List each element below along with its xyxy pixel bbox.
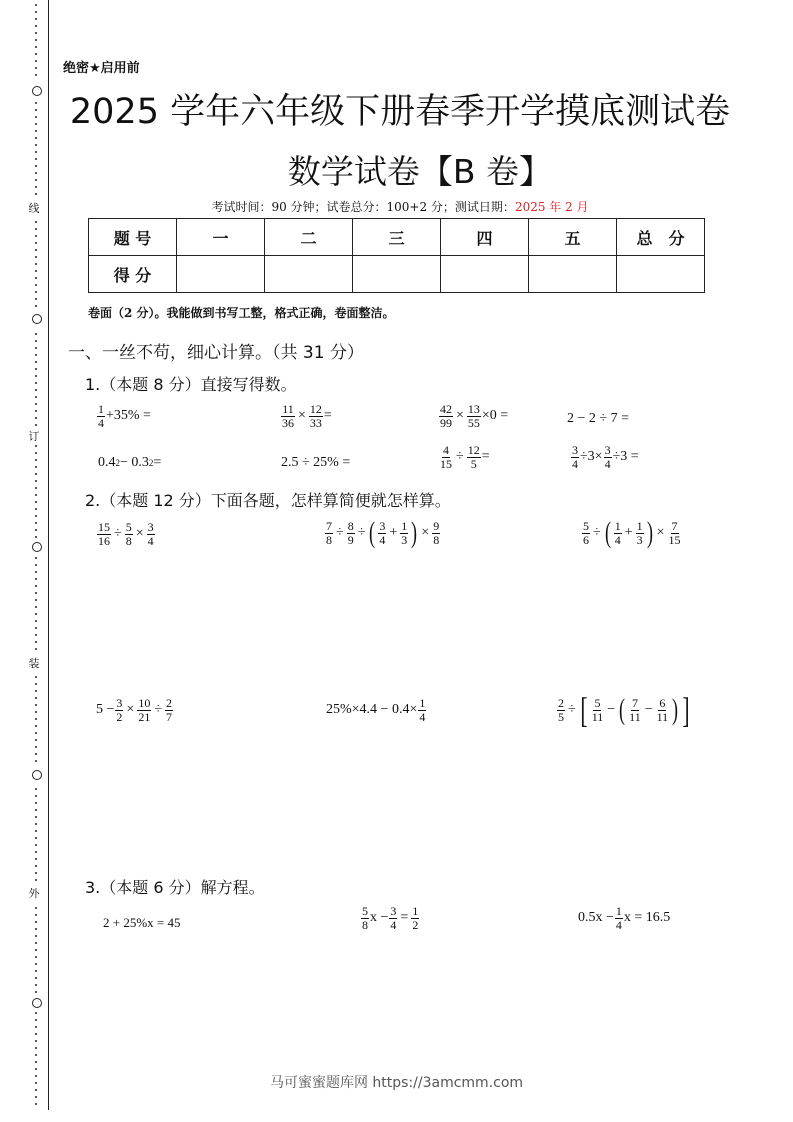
binding-dot: [35, 634, 37, 636]
binding-dot: [35, 508, 37, 510]
q1-item-g: $\frac{4}{15}$ ÷ $\frac{12}{5}$ =: [440, 443, 490, 471]
binding-dot: [35, 172, 37, 174]
score-cell-3: 三: [353, 219, 441, 256]
binding-dot: [35, 501, 37, 503]
binding-dot: [35, 809, 37, 811]
binding-dot: [35, 1047, 37, 1049]
binding-dot: [35, 298, 37, 300]
binding-dot: [35, 732, 37, 734]
binding-dot: [35, 564, 37, 566]
binding-dot: [35, 522, 37, 524]
binding-dot: [35, 844, 37, 846]
binding-dot: [35, 487, 37, 489]
binding-dot: [35, 823, 37, 825]
binding-dot: [35, 102, 37, 104]
q2-item-c: $\frac{5}{6}$ ÷ ( $\frac{1}{4}$ + $\frac{1}{3}$ ) × $\frac{7}{15}$: [583, 516, 681, 549]
q2-item-a: $\frac{15}{16}$ ÷ $\frac{5}{8}$ × $\frac{3}{4}$: [98, 520, 154, 548]
binding-dot: [35, 788, 37, 790]
binding-dot: [35, 1096, 37, 1098]
binding-dot: [35, 1026, 37, 1028]
q2-item-b: $\frac{7}{8}$ ÷ $\frac{8}{9}$ ÷ ( $\frac{3}{4}$ + $\frac{1}{3}$ ) × $\frac{9}{8}$: [326, 516, 440, 549]
binding-dot: [35, 802, 37, 804]
binding-dot: [35, 1012, 37, 1014]
footer-watermark: 马可蜜蜜题库网 https://3amcmm.com: [269, 1075, 524, 1091]
binding-dot: [35, 571, 37, 573]
binding-dot: [35, 963, 37, 965]
binding-dot: [35, 599, 37, 601]
binding-dot: [35, 466, 37, 468]
binding-dot: [35, 249, 37, 251]
binding-dot: [35, 641, 37, 643]
score-cell-2: 二: [265, 219, 353, 256]
q1-item-b: $\frac{11}{36}$ × $\frac{12}{33}$ =: [282, 402, 332, 430]
binding-dot: [35, 158, 37, 160]
binding-dot: [35, 725, 37, 727]
binding-dot: [35, 557, 37, 559]
binding-dot: [35, 494, 37, 496]
binding-dot: [35, 991, 37, 993]
q3-title: 3.（本题 6 分）解方程。: [85, 878, 265, 897]
binding-dot: [35, 123, 37, 125]
binding-dot: [35, 277, 37, 279]
binding-circle: [32, 770, 42, 780]
binding-dot: [35, 46, 37, 48]
binding-dot: [35, 795, 37, 797]
score-entry-total[interactable]: [617, 256, 705, 293]
binding-dot: [35, 130, 37, 132]
binding-dot: [35, 60, 37, 62]
binding-dot: [35, 396, 37, 398]
binding-dot: [35, 676, 37, 678]
score-entry-3[interactable]: [353, 256, 441, 293]
binding-dot: [35, 739, 37, 741]
exam-info-text: 考试时间：90 分钟；试卷总分：100+2 分；测试日期：: [211, 200, 515, 214]
binding-dot: [35, 382, 37, 384]
score-cell-5: 五: [529, 219, 617, 256]
binding-dot: [35, 67, 37, 69]
section1-heading: 一、一丝不苟，细心计算。（共 31 分）: [68, 343, 364, 363]
q1-item-d: 2 − 2 ÷ 7 =: [567, 411, 629, 426]
binding-circle: [32, 542, 42, 552]
binding-dot: [35, 403, 37, 405]
q1-item-h: $\frac{3}{4}$ ÷3× $\frac{3}{4}$ ÷3 =: [572, 443, 639, 471]
binding-dot: [35, 515, 37, 517]
binding-dot: [35, 18, 37, 20]
binding-dot: [35, 144, 37, 146]
q1-item-a: $\frac{1}{4}$ +35% =: [98, 402, 151, 430]
binding-dot: [35, 263, 37, 265]
score-table-score-row: [89, 256, 705, 293]
binding-dot: [35, 347, 37, 349]
binding-circle: [32, 314, 42, 324]
binding-dot: [35, 165, 37, 167]
binding-dot: [35, 1103, 37, 1105]
binding-dot: [35, 606, 37, 608]
binding-dot: [35, 354, 37, 356]
neatness-note: 卷面（2 分）。我能做到书写工整，格式正确，卷面整洁。: [88, 306, 395, 320]
binding-dot: [35, 417, 37, 419]
binding-dot: [35, 221, 37, 223]
binding-dot: [35, 872, 37, 874]
binding-circle: [32, 998, 42, 1008]
q3-item-b: $\frac{5}{8}$ x − $\frac{3}{4}$ = $\frac{1}{2}$: [362, 904, 419, 932]
binding-dot: [35, 445, 37, 447]
binding-dot: [35, 39, 37, 41]
q2-title: 2.（本题 12 分）下面各题，怎样算简便就怎样算。: [85, 491, 451, 510]
page-subtitle: 数学试卷【B 卷】: [287, 152, 553, 191]
binding-dot: [35, 529, 37, 531]
binding-dot: [35, 648, 37, 650]
q1-title: 1.（本题 8 分）直接写得数。: [85, 375, 297, 394]
binding-dot: [35, 865, 37, 867]
binding-dot: [35, 858, 37, 860]
binding-dot: [35, 424, 37, 426]
binding-dot: [35, 613, 37, 615]
q1-item-c: $\frac{42}{99}$ × $\frac{13}{55}$ ×0 =: [440, 402, 509, 430]
binding-dot: [35, 186, 37, 188]
score-table-header-row: [89, 219, 705, 256]
q2-item-f: $\frac{2}{5}$ ÷ [ $\frac{5}{11}$ − ( $\frac{7}{11}$ − $\frac{6}{11}$ ) ]: [558, 690, 690, 730]
score-table: [88, 218, 705, 293]
binding-dot: [35, 851, 37, 853]
secret-label: 绝密★启用前: [63, 61, 140, 76]
binding-dot: [35, 627, 37, 629]
binding-dot: [35, 1033, 37, 1035]
binding-dot: [35, 585, 37, 587]
score-entry-4[interactable]: [441, 256, 529, 293]
binding-dot: [35, 228, 37, 230]
q3-item-c: 0.5x − $\frac{1}{4}$ x = 16.5: [578, 904, 671, 932]
binding-dot: [35, 25, 37, 27]
binding-dot: [35, 578, 37, 580]
q3-item-a: 2 + 25%x = 45: [103, 915, 181, 930]
binding-dot: [35, 690, 37, 692]
binding-dot: [35, 704, 37, 706]
binding-dot: [35, 592, 37, 594]
binding-dot: [35, 340, 37, 342]
binding-dot: [35, 907, 37, 909]
score-cell-1: 一: [177, 219, 265, 256]
binding-dot: [35, 452, 37, 454]
binding-dot: [35, 333, 37, 335]
binding-dot: [35, 1054, 37, 1056]
binding-dot: [35, 830, 37, 832]
score-cell-total: 总 分: [617, 219, 705, 256]
binding-dot: [35, 753, 37, 755]
binding-dot: [35, 711, 37, 713]
binding-dot: [35, 137, 37, 139]
binding-dot: [35, 151, 37, 153]
binding-dot: [35, 746, 37, 748]
binding-dot: [35, 32, 37, 34]
q1-item-e: 0.4 2 − 0.3 2 =: [98, 455, 162, 470]
binding-dot: [35, 109, 37, 111]
binding-dot: [35, 697, 37, 699]
binding-dot: [35, 718, 37, 720]
binding-dot: [35, 921, 37, 923]
binding-dot: [35, 270, 37, 272]
binding-dot: [35, 459, 37, 461]
score-cell-4: 四: [441, 219, 529, 256]
binding-dot: [35, 116, 37, 118]
binding-dots: [33, 0, 43, 1110]
binding-dot: [35, 74, 37, 76]
binding-dot: [35, 984, 37, 986]
binding-dot: [35, 284, 37, 286]
binding-dot: [35, 473, 37, 475]
binding-dot: [35, 480, 37, 482]
score-row-label: 得 分: [89, 256, 177, 293]
exam-date: 2025 年 2 月: [514, 200, 589, 214]
binding-dot: [35, 361, 37, 363]
binding-circle: [32, 86, 42, 96]
binding-dot: [35, 620, 37, 622]
binding-dot: [35, 683, 37, 685]
binding-dot: [35, 1040, 37, 1042]
binding-dot: [35, 368, 37, 370]
binding-dot: [35, 256, 37, 258]
binding-dot: [35, 410, 37, 412]
binding-char-ding: 订: [28, 430, 40, 443]
q2-item-d: 5 − $\frac{3}{2}$ × $\frac{10}{21}$ ÷ $\frac{2}{7}$: [96, 696, 172, 724]
binding-char-xian: 线: [28, 202, 40, 215]
binding-dot: [35, 760, 37, 762]
q2-item-e: 25%×4.4 − 0.4× $\frac{1}{4}$: [326, 696, 426, 724]
binding-dot: [35, 179, 37, 181]
binding-dot: [35, 291, 37, 293]
binding-dot: [35, 235, 37, 237]
binding-dot: [35, 389, 37, 391]
binding-dot: [35, 956, 37, 958]
binding-dot: [35, 242, 37, 244]
binding-char-wai: 外: [28, 887, 40, 900]
binding-dot: [35, 1061, 37, 1063]
binding-dot: [35, 935, 37, 937]
q1-item-f: 2.5 ÷ 25% =: [281, 455, 351, 470]
score-cell-label: 题 号: [89, 219, 177, 256]
binding-char-zhuang: 装: [28, 657, 40, 670]
binding-dot: [35, 193, 37, 195]
binding-dot: [35, 11, 37, 13]
binding-dot: [35, 914, 37, 916]
score-entry-2[interactable]: [265, 256, 353, 293]
binding-dot: [35, 1019, 37, 1021]
binding-dot: [35, 837, 37, 839]
score-entry-1[interactable]: [177, 256, 265, 293]
page-title: 2025 学年六年级下册春季开学摸底测试卷: [69, 92, 731, 132]
binding-dot: [35, 1068, 37, 1070]
binding-dot: [35, 536, 37, 538]
binding-dot: [35, 942, 37, 944]
binding-dot: [35, 816, 37, 818]
binding-dot: [35, 928, 37, 930]
binding-dot: [35, 305, 37, 307]
binding-dot: [35, 879, 37, 881]
binding-dot: [35, 977, 37, 979]
binding-line: [48, 0, 49, 1110]
exam-info: [60, 198, 740, 215]
binding-dot: [35, 375, 37, 377]
binding-dot: [35, 53, 37, 55]
binding-dot: [35, 949, 37, 951]
score-entry-5[interactable]: [529, 256, 617, 293]
binding-dot: [35, 4, 37, 6]
binding-dot: [35, 970, 37, 972]
